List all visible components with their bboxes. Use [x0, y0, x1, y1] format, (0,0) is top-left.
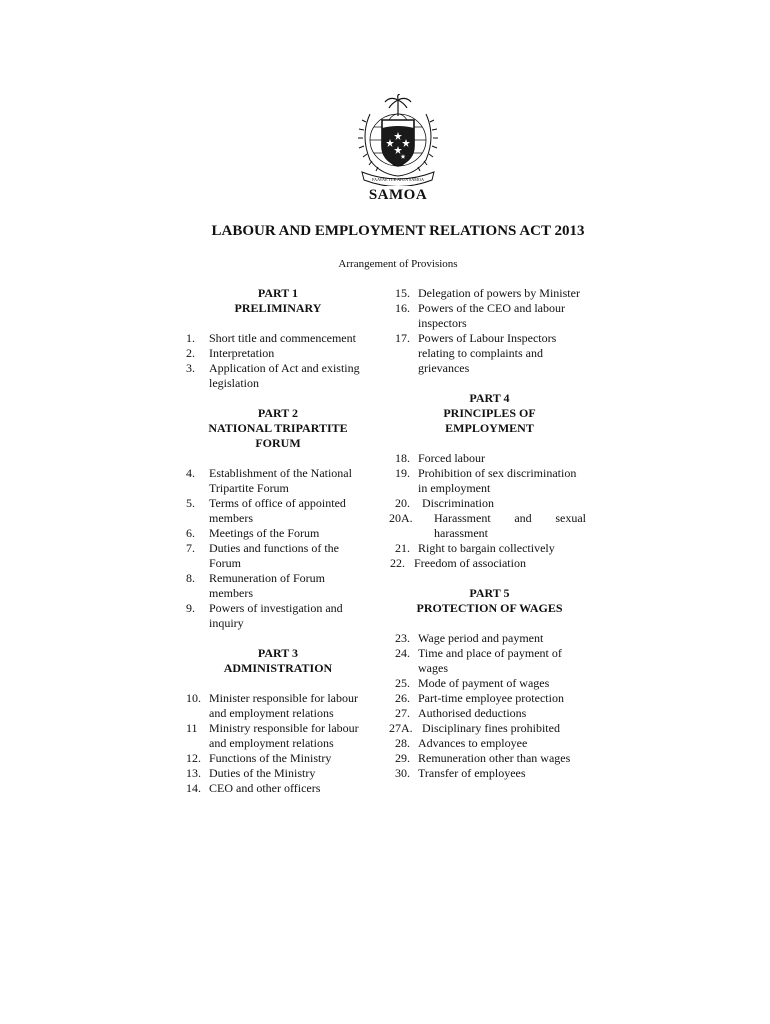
section-number: 5.: [186, 496, 195, 510]
toc-item[interactable]: [186, 766, 370, 781]
emblem-motto: FAAVAE I LE ATUA SAMOA: [371, 177, 425, 182]
toc-item[interactable]: [393, 751, 586, 766]
section-title: Remuneration other than wages: [418, 751, 571, 765]
coat-of-arms-icon: [356, 94, 440, 186]
part-heading: [186, 406, 370, 451]
section-title: Advances to employee: [418, 736, 528, 750]
section-title: Powers of investigation and inquiry: [209, 601, 343, 630]
section-number: 26.: [395, 691, 410, 705]
toc-item[interactable]: [393, 466, 586, 496]
section-number: 8.: [186, 571, 195, 585]
part-name: NATIONAL TRIPARTITE FORUM: [208, 421, 348, 450]
toc-item[interactable]: [390, 556, 586, 571]
section-title: Harassment and sexual harassment: [434, 511, 586, 540]
section-title: Duties and functions of the Forum: [209, 541, 339, 570]
section-title: Application of Act and existing legislation: [209, 361, 360, 390]
toc-item[interactable]: [186, 721, 370, 751]
part-number: PART 5: [469, 586, 510, 600]
part-name: PRELIMINARY: [234, 301, 322, 315]
section-number: 20A.: [389, 511, 413, 525]
section-number: 16.: [395, 301, 410, 315]
section-title: Functions of the Ministry: [209, 751, 332, 765]
part-number: PART 4: [469, 391, 510, 405]
section-number: 29.: [395, 751, 410, 765]
section-number: 4.: [186, 466, 195, 480]
section-title: Meetings of the Forum: [209, 526, 320, 540]
toc-item[interactable]: [186, 466, 370, 496]
section-title: Authorised deductions: [418, 706, 527, 720]
section-number: 21.: [395, 541, 410, 555]
part-heading: [186, 646, 370, 676]
section-title: Freedom of association: [414, 556, 526, 570]
toc-item[interactable]: [186, 496, 370, 526]
toc-item[interactable]: [393, 736, 586, 751]
section-number: 27.: [395, 706, 410, 720]
toc-item[interactable]: [389, 511, 586, 541]
section-number: 6.: [186, 526, 195, 540]
toc-item[interactable]: [393, 631, 586, 646]
section-number: 2.: [186, 346, 195, 360]
act-title: LABOUR AND EMPLOYMENT RELATIONS ACT 2013: [211, 223, 585, 239]
section-number: 11: [186, 721, 198, 735]
section-number: 28.: [395, 736, 410, 750]
section-number: 9.: [186, 601, 195, 615]
section-title: Prohibition of sex discrimination in employment: [418, 466, 577, 495]
country-heading: SAMOA: [368, 187, 428, 203]
part-number: PART 2: [257, 406, 299, 420]
section-title: Short title and commencement: [209, 331, 356, 345]
toc-item[interactable]: [393, 541, 586, 556]
part-number: PART 1: [257, 286, 299, 300]
toc-item[interactable]: [389, 721, 586, 736]
part-heading: [393, 586, 586, 616]
section-number: 30.: [395, 766, 410, 780]
section-title: Powers of Labour Inspectors relating to complaints and grievances: [418, 331, 557, 375]
section-number: 10.: [186, 691, 201, 705]
section-number: 14.: [186, 781, 201, 795]
section-number: 15.: [395, 286, 410, 300]
toc-item[interactable]: [393, 646, 586, 676]
section-title: Powers of the CEO and labour inspectors: [418, 301, 565, 330]
section-title: Right to bargain collectively: [418, 541, 555, 555]
section-number: 1.: [186, 331, 195, 345]
toc-item[interactable]: [186, 781, 370, 796]
toc-right-column: [389, 286, 586, 781]
section-title: Minister responsible for labour and employment relations: [209, 691, 358, 720]
toc-item[interactable]: [186, 691, 370, 721]
section-title: Transfer of employees: [418, 766, 526, 780]
toc-item[interactable]: [393, 301, 586, 331]
section-title: Establishment of the National Tripartite Forum: [209, 466, 352, 495]
coat-of-arms-emblem: [356, 94, 440, 186]
toc-item[interactable]: [393, 496, 586, 511]
toc-item[interactable]: [186, 751, 370, 766]
section-title: CEO and other officers: [209, 781, 321, 795]
section-number: 23.: [395, 631, 410, 645]
toc-item[interactable]: [186, 361, 370, 391]
section-title: Remuneration of Forum members: [209, 571, 325, 600]
section-title: Disciplinary fines prohibited: [422, 721, 560, 735]
toc-item[interactable]: [186, 541, 370, 571]
toc-item[interactable]: [393, 286, 586, 301]
section-number: 12.: [186, 751, 201, 765]
toc-item[interactable]: [186, 571, 370, 601]
part-heading: [186, 286, 370, 316]
section-number: 17.: [395, 331, 410, 345]
section-title: Discrimination: [422, 496, 494, 510]
part-name: PROTECTION OF WAGES: [416, 601, 563, 615]
toc-item[interactable]: [393, 706, 586, 721]
toc-item[interactable]: [393, 691, 586, 706]
section-title: Mode of payment of wages: [418, 676, 550, 690]
toc-item[interactable]: [186, 601, 370, 631]
toc-item[interactable]: [186, 346, 370, 361]
toc-left-column: [186, 286, 370, 796]
section-number: 20.: [395, 496, 410, 510]
part-name: PRINCIPLES OF EMPLOYMENT: [443, 406, 536, 435]
part-number: PART 3: [257, 646, 299, 660]
section-number: 25.: [395, 676, 410, 690]
section-title: Forced labour: [418, 451, 485, 465]
section-title: Part-time employee protection: [418, 691, 564, 705]
section-number: 22.: [390, 556, 405, 570]
section-title: Delegation of powers by Minister: [418, 286, 580, 300]
toc-item[interactable]: [393, 331, 586, 376]
toc-item[interactable]: [393, 451, 586, 466]
section-title: Time and place of payment of wages: [418, 646, 562, 675]
toc-item[interactable]: [186, 331, 370, 346]
section-number: 24.: [395, 646, 410, 660]
toc-item[interactable]: [393, 766, 586, 781]
section-number: 18.: [395, 451, 410, 465]
arrangement-subtitle: Arrangement of Provisions: [338, 258, 458, 270]
toc-item[interactable]: [393, 676, 586, 691]
part-heading: [393, 391, 586, 436]
toc-item[interactable]: [186, 526, 370, 541]
section-title: Interpretation: [209, 346, 275, 360]
section-title: Wage period and payment: [418, 631, 544, 645]
section-number: 19.: [395, 466, 410, 480]
section-number: 7.: [186, 541, 195, 555]
section-title: Terms of office of appointed members: [209, 496, 346, 525]
section-title: Duties of the Ministry: [209, 766, 316, 780]
part-name: ADMINISTRATION: [223, 661, 333, 675]
section-number: 27A.: [389, 721, 413, 735]
section-title: Ministry responsible for labour and employment relations: [209, 721, 359, 750]
section-number: 3.: [186, 361, 195, 375]
section-number: 13.: [186, 766, 201, 780]
